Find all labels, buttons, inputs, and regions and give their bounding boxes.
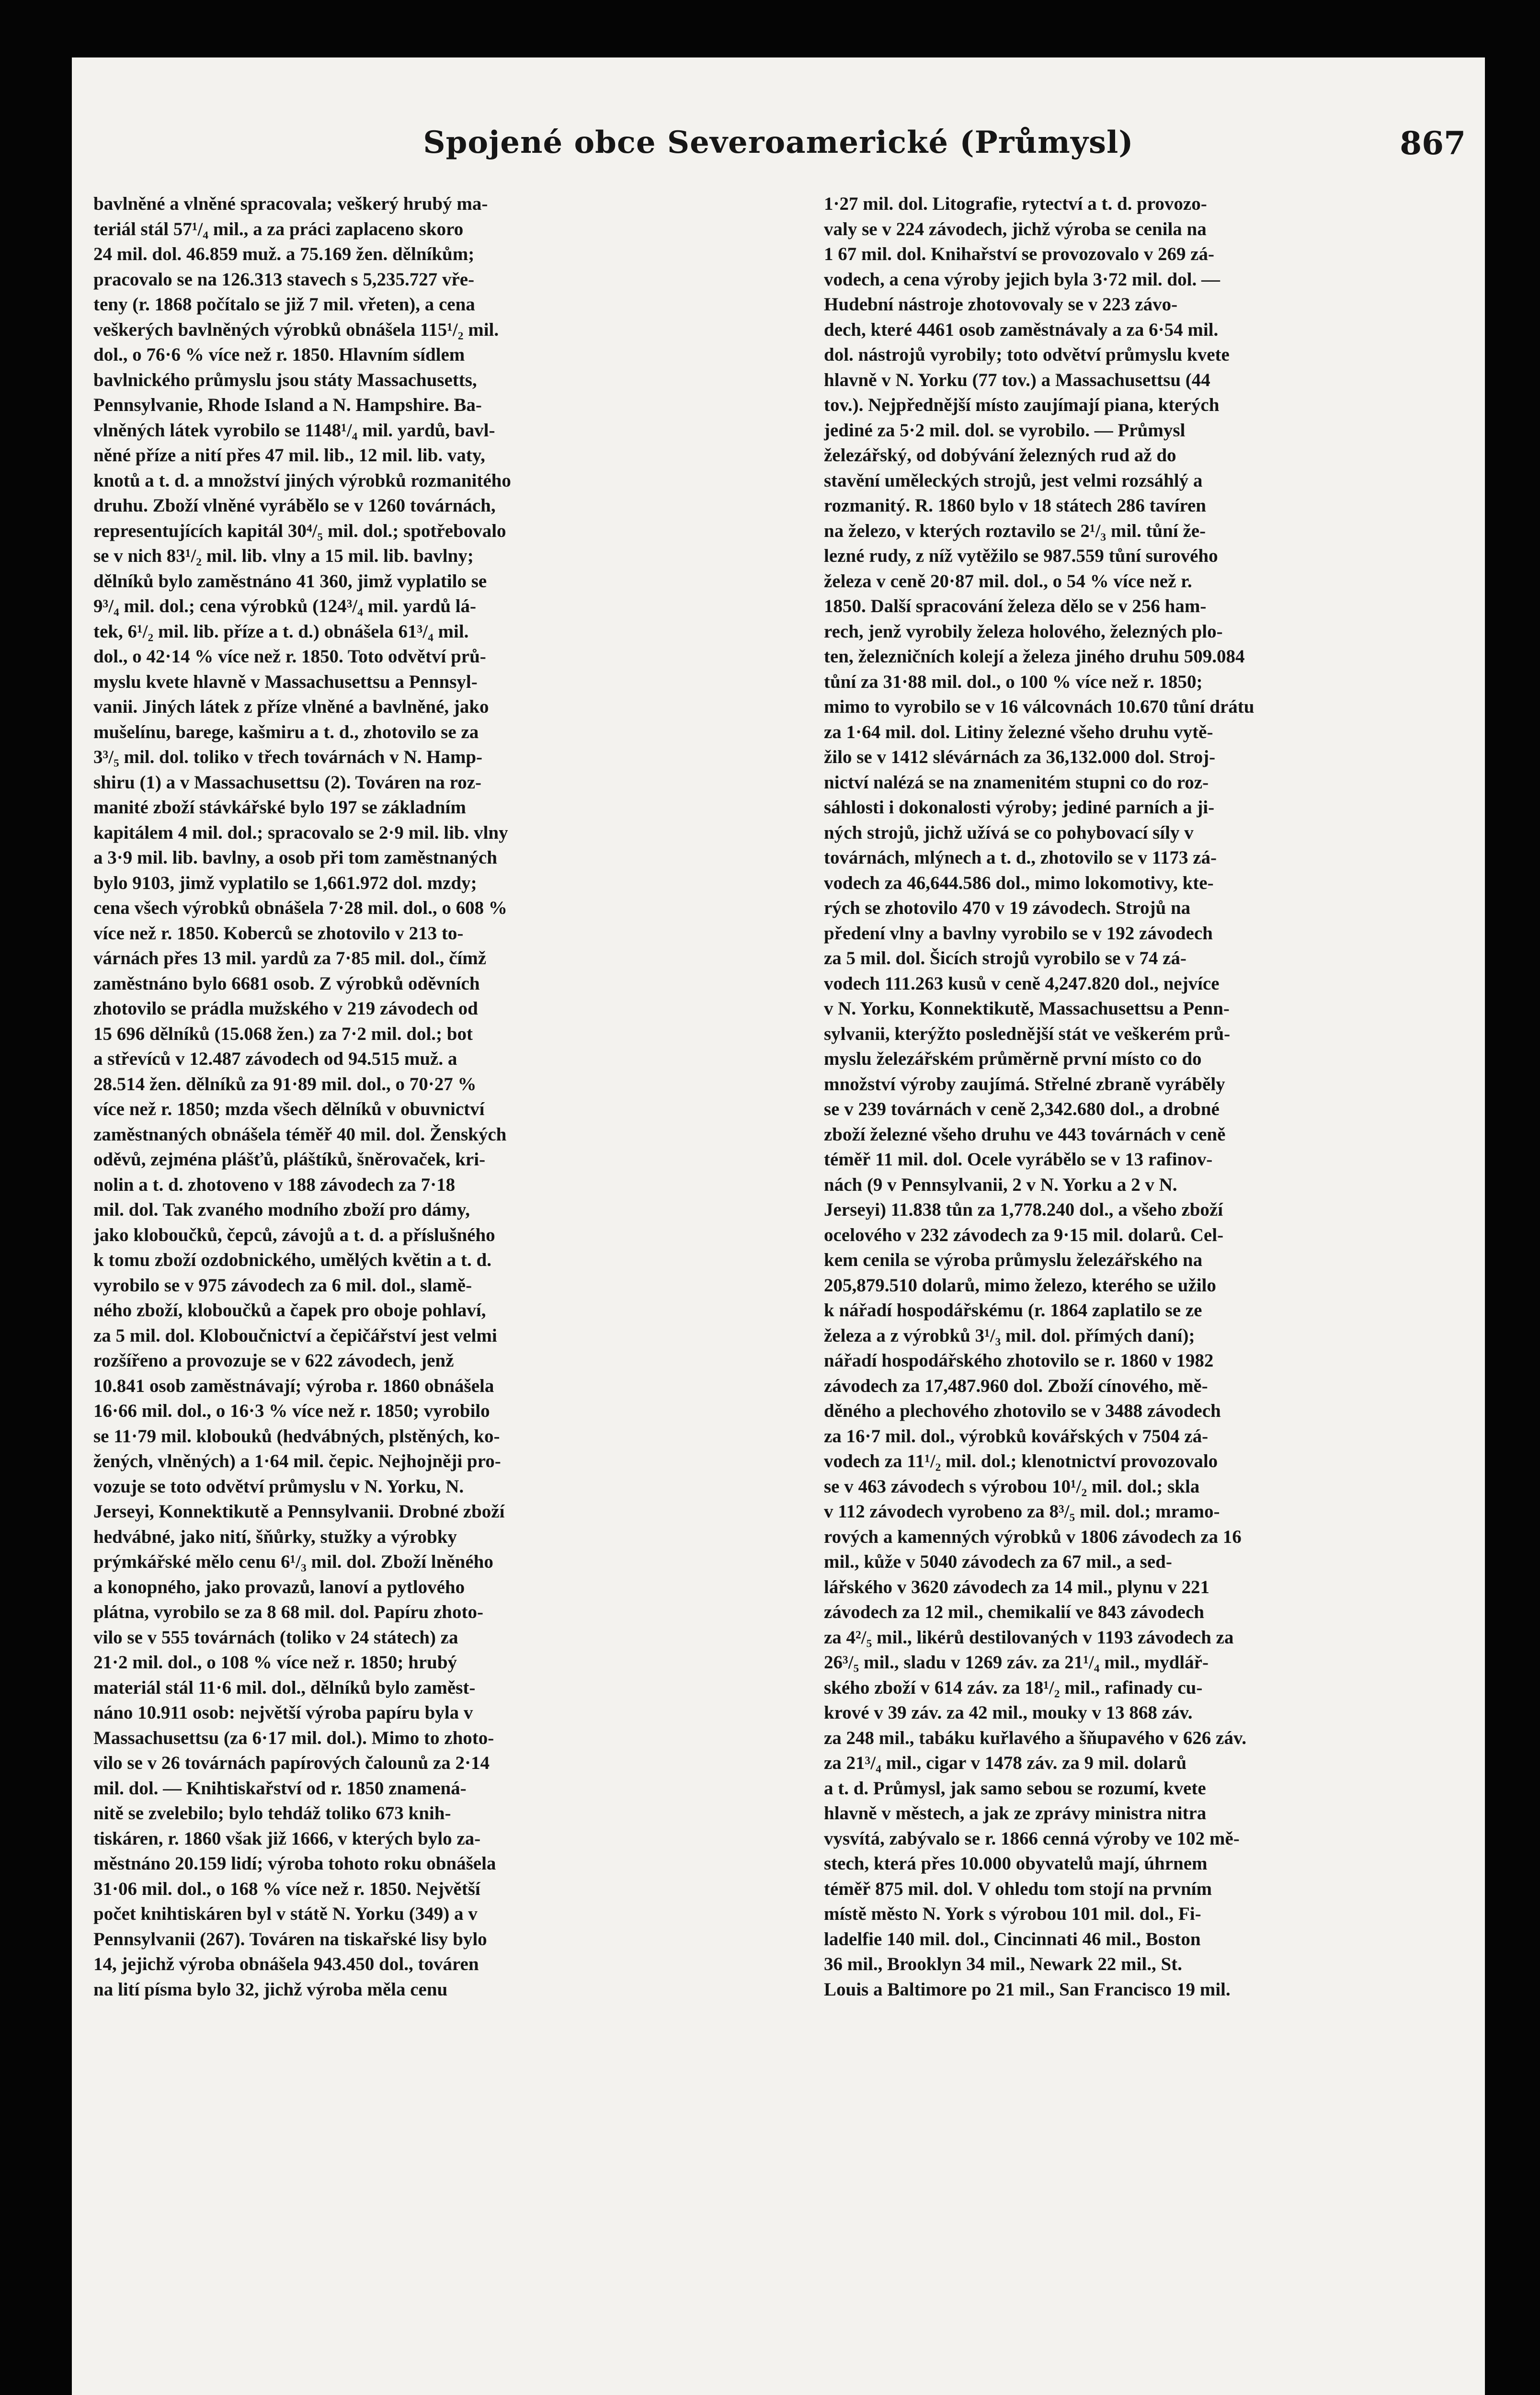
right-column-line: stavění uměleckých strojů, jest velmi rozsáhlý a [824, 470, 1203, 491]
left-column-line: oděvů, zejména plášťů, pláštíků, šněrovaček, kri- [93, 1149, 486, 1170]
left-column-line: zaměstnaných obnášela téměř 40 mil. dol. Ženských [93, 1124, 507, 1145]
left-column-line: 9³/₄ mil. dol.; cena výrobků (124³/₄ mil. yardů lá- [93, 596, 477, 616]
right-column [824, 192, 1483, 2395]
right-column-line: tov.). Nejpřednější místo zaujímají piana, kterých [824, 395, 1220, 415]
right-column-line: rech, jenž vyrobily železa holového, železných plo- [824, 621, 1223, 642]
left-column-line: za 5 mil. dol. Kloboučnictví a čepičářství jest velmi [93, 1325, 497, 1346]
left-column-line: vozuje se toto odvětví průmyslu v N. Yorku, N. [93, 1476, 464, 1497]
left-column-line: veškerých bavlněných výrobků obnášela 115¹/₂ mil. [93, 319, 499, 340]
right-column-line: množství výroby zaujímá. Střelné zbraně vyráběly [824, 1073, 1225, 1095]
left-column-line: žených, vlněných) a 1·64 mil. čepic. Nejhojněji pro- [93, 1451, 501, 1471]
left-column-line: kapitálem 4 mil. dol.; spracovalo se 2·9 mil. lib. vlny [93, 822, 508, 843]
right-column-line: hlavně v městech, a jak ze zprávy ministra nitra [824, 1803, 1207, 1824]
left-column-line: teriál stál 57¹/₄ mil., a za práci zaplaceno skoro [93, 218, 464, 240]
right-column-line: kem cenila se výroba průmyslu železářského na [824, 1250, 1203, 1270]
right-column-line: lezné rudy, z níž vytěžilo se 987.559 tůní surového [824, 546, 1218, 566]
page-number: 867 [1400, 125, 1466, 162]
left-column-line: myslu kvete hlavně v Massachusettsu a Pennsyl- [93, 671, 478, 692]
right-column-line: závodech za 17,487.960 dol. Zboží cínového, mě- [824, 1375, 1208, 1396]
right-column-line: krové v 39 záv. za 42 mil., mouky v 13 868 záv. [824, 1702, 1193, 1723]
left-column-line: dol., o 76·6 % více než r. 1850. Hlavním sídlem [93, 344, 465, 365]
right-column-line: vodech 111.263 kusů v ceně 4,247.820 dol., nejvíce [824, 973, 1220, 994]
right-column-line: ského zboží v 614 záv. za 18¹/₂ mil., rafinady cu- [824, 1677, 1203, 1698]
right-column-line: 1850. Další spracování železa dělo se v 256 ham- [824, 596, 1207, 616]
left-column-line: shiru (1) a v Massachusettsu (2). Továren na roz- [93, 772, 482, 793]
running-title: Spojené obce Severoamerické (Průmysl) [423, 125, 1134, 160]
left-column-line: 16·66 mil. dol., o 16·3 % více než r. 1850; vyrobilo [93, 1401, 490, 1421]
right-column-line: lářského v 3620 závodech za 14 mil., plynu v 221 [824, 1576, 1209, 1597]
left-column-line: bavlnického průmyslu jsou státy Massachusetts, [93, 369, 477, 390]
right-column-line: dol. nástrojů vyrobily; toto odvětví průmyslu kvete [824, 344, 1230, 365]
left-column-line: Jerseyi, Konnektikutě a Pennsylvanii. Drobné zboží [93, 1501, 505, 1522]
left-column-line: více než r. 1850; mzda všech dělníků v obuvnictví [93, 1099, 485, 1119]
right-column-line: vysvítá, zabývalo se r. 1866 cenná výroby ve 102 mě- [824, 1828, 1240, 1849]
right-column-line: se v 463 závodech s výrobou 10¹/₂ mil. dol.; skla [824, 1476, 1200, 1497]
right-column-line: ocelového v 232 závodech za 9·15 mil. dolarů. Cel- [824, 1224, 1224, 1245]
left-column-line: mušelínu, barege, kašmiru a t. d., zhotovilo se za [93, 721, 479, 742]
left-column-line: 28.514 žen. dělníků za 91·89 mil. dol., o 70·27 % [93, 1073, 477, 1095]
left-column-line: 21·2 mil. dol., o 108 % více než r. 1850; hrubý [93, 1652, 457, 1673]
right-column-line: téměř 875 mil. dol. V ohledu tom stojí na prvním [824, 1878, 1212, 1899]
right-column-line: téměř 11 mil. dol. Ocele vyrábělo se v 13 rafinov- [824, 1149, 1213, 1170]
right-column-line: se v 239 továrnách v ceně 2,342.680 dol., a drobné [824, 1099, 1220, 1119]
left-column-line: více než r. 1850. Koberců se zhotovilo v 213 to- [93, 923, 464, 944]
right-column-line: stech, která přes 10.000 obyvatelů mají, úhrnem [824, 1853, 1208, 1874]
right-column-line: děného a plechového zhotovilo se v 3488 závodech [824, 1401, 1221, 1421]
right-column-line: 36 mil., Brooklyn 34 mil., Newark 22 mil., St. [824, 1954, 1182, 1974]
left-column-line: manité zboží stávkářské bylo 197 se základním [93, 797, 466, 818]
left-column-line: zaměstnáno bylo 6681 osob. Z výrobků oděvních [93, 973, 480, 994]
left-column-line: 14, jejichž výroba obnášela 943.450 dol., továren [93, 1954, 479, 1974]
left-column-line: 10.841 osob zaměstnávají; výroba r. 1860 obnášela [93, 1375, 494, 1396]
right-column-line: rových a kamenných výrobků v 1806 závodech za 16 [824, 1526, 1242, 1547]
left-column-line: 24 mil. dol. 46.859 muž. a 75.169 žen. dělníkům; [93, 244, 475, 264]
right-column-line: v N. Yorku, Konnektikutě, Massachusettsu a Penn- [824, 998, 1230, 1019]
left-column-line: prýmkářské mělo cenu 6¹/₃ mil. dol. Zboží lněného [93, 1551, 493, 1572]
right-column-line: žilo se v 1412 slévárnách za 36,132.000 dol. Stroj- [824, 747, 1216, 767]
left-column-line: vlněných látek vyrobilo se 1148¹/₄ mil. yardů, bavl- [93, 420, 495, 441]
right-column-line: 1 67 mil. dol. Knihařství se provozovalo v 269 zá- [824, 244, 1215, 264]
left-column-line: se 11·79 mil. klobouků (hedvábných, plstěných, ko- [93, 1426, 500, 1447]
left-column-line: tiskáren, r. 1860 však již 1666, v kterých bylo za- [93, 1828, 481, 1849]
right-column-line: vodech, a cena výroby jejich byla 3·72 mil. dol. — [824, 269, 1220, 290]
right-column-line: tůní za 31·88 mil. dol., o 100 % více než r. 1850; [824, 671, 1203, 692]
right-column-line: za 4²/₅ mil., likérů destilovaných v 1193 závodech za [824, 1627, 1234, 1648]
right-column-line: a t. d. Průmysl, jak samo sebou se rozumí, kvete [824, 1778, 1206, 1799]
right-column-line: za 21³/₄ mil., cigar v 1478 záv. za 9 mil. dolarů [824, 1753, 1187, 1773]
right-column-line: 26³/₅ mil., sladu v 1269 záv. za 21¹/₄ mil., mydlář- [824, 1652, 1209, 1673]
right-column-line: sylvanii, kterýžto poslednější stát ve veškerém prů- [824, 1023, 1231, 1044]
left-column-line: na lití písma bylo 32, jichž výroba měla cenu [93, 1979, 448, 2000]
left-column-line: dol., o 42·14 % více než r. 1850. Toto odvětví prů- [93, 646, 486, 667]
left-column-line: materiál stál 11·6 mil. dol., dělníků bylo zaměst- [93, 1677, 476, 1698]
left-column-line: něné příze a nití přes 47 mil. lib., 12 mil. lib. vaty, [93, 445, 485, 466]
right-column-line: vodech za 46,644.586 dol., mimo lokomotivy, kte- [824, 872, 1214, 893]
right-column-line: nách (9 v Pennsylvanii, 2 v N. Yorku a 2 v N. [824, 1174, 1177, 1195]
left-column-line: nitě se zvelebilo; bylo tehdáž toliko 673 knih- [93, 1803, 451, 1824]
left-column-line: bylo 9103, jimž vyplatilo se 1,661.972 dol. mzdy; [93, 872, 477, 893]
right-column-line: ladelfie 140 mil. dol., Cincinnati 46 mil., Boston [824, 1928, 1201, 1950]
left-column-line: pracovalo se na 126.313 stavech s 5,235.727 vře- [93, 269, 475, 290]
left-column-line: 15 696 dělníků (15.068 žen.) za 7·2 mil. dol.; bot [93, 1023, 473, 1044]
left-column-line: várnách přes 13 mil. yardů za 7·85 mil. dol., čímž [93, 948, 487, 969]
right-column-line: mimo to vyrobilo se v 16 válcovnách 10.670 tůní drátu [824, 696, 1255, 717]
left-column-line: vyrobilo se v 975 závodech za 6 mil. dol., slamě- [93, 1275, 472, 1296]
left-column-line: jako kloboučků, čepců, závojů a t. d. a příslušného [93, 1224, 495, 1245]
left-column-line: vilo se v 555 továrnách (toliko v 24 státech) za [93, 1627, 458, 1648]
left-column-line: bavlněné a vlněné spracovala; veškerý hrubý ma- [93, 194, 488, 214]
left-column-line: cena všech výrobků obnášela 7·28 mil. dol., o 608 % [93, 898, 507, 918]
left-column-line: representujících kapitál 30⁴/₅ mil. dol.; spotřebovalo [93, 520, 506, 541]
right-column-line: 1·27 mil. dol. Litografie, rytectví a t. d. provozo- [824, 194, 1207, 214]
right-column-line: hlavně v N. Yorku (77 tov.) a Massachusettsu (44 [824, 369, 1210, 390]
right-column-line: dech, které 4461 osob zaměstnávaly a za 6·54 mil. [824, 319, 1219, 340]
right-column-line: nářadí hospodářského zhotovilo se r. 1860 v 1982 [824, 1350, 1214, 1371]
left-column-line: ného zboží, kloboučků a čapek pro oboje pohlaví, [93, 1300, 486, 1321]
right-column-line: za 16·7 mil. dol., výrobků kovářských v 7504 zá- [824, 1426, 1209, 1447]
left-column-line: 31·06 mil. dol., o 168 % více než r. 1850. Největší [93, 1878, 480, 1899]
left-column-line: druhu. Zboží vlněné vyrábělo se v 1260 továrnách, [93, 495, 496, 516]
right-column-line: předení vlny a bavlny vyrobilo se v 192 závodech [824, 923, 1213, 944]
left-column [93, 192, 754, 2395]
right-column-line: rých se zhotovilo 470 v 19 závodech. Strojů na [824, 898, 1191, 918]
book-page [72, 57, 1485, 2395]
right-column-line: Jerseyi) 11.838 tůn za 1,778.240 dol., a všeho zboží [824, 1199, 1223, 1220]
right-column-line: místě město N. York s výrobou 101 mil. dol., Fi- [824, 1904, 1201, 1924]
right-column-line: ten, železničních kolejí a železa jiného druhu 509.084 [824, 646, 1245, 667]
left-column-line: plátna, vyrobilo se za 8 68 mil. dol. Papíru zhoto- [93, 1602, 483, 1622]
right-column-line: 205,879.510 dolarů, mimo železo, kterého se užilo [824, 1275, 1216, 1296]
left-column-line: a 3·9 mil. lib. bavlny, a osob při tom zaměstnaných [93, 847, 497, 868]
right-column-line: železářský, od dobývání železných rud až do [824, 445, 1176, 466]
right-column-line: železa a z výrobků 3¹/₃ mil. dol. přímých daní); [824, 1325, 1195, 1346]
left-column-line: vanii. Jiných látek z příze vlněné a bavlněné, jako [93, 696, 489, 717]
right-column-line: rozmanitý. R. 1860 bylo v 18 státech 286 tavíren [824, 495, 1206, 516]
right-column-line: na železo, v kterých roztavilo se 2¹/₃ mil. tůní že- [824, 520, 1206, 541]
left-column-line: vilo se v 26 továrnách papírových čalounů za 2·14 [93, 1753, 490, 1773]
left-column-line: Pennsylvanii (267). Továren na tiskařské lisy bylo [93, 1928, 487, 1950]
right-column-line: ných strojů, jichž užívá se co pohybovací síly v [824, 822, 1194, 843]
left-column-line: zhotovilo se prádla mužského v 219 závodech od [93, 998, 478, 1019]
right-column-line: za 248 mil., tabáku kuřlavého a šňupavého v 626 záv. [824, 1727, 1246, 1748]
right-column-line: jediné za 5·2 mil. dol. se vyrobilo. — Průmysl [824, 420, 1186, 441]
right-column-line: za 5 mil. dol. Šicích strojů vyrobilo se v 74 zá- [824, 948, 1186, 969]
left-column-line: a konopného, jako provazů, lanoví a pytlového [93, 1576, 465, 1597]
right-column-line: vodech za 11¹/₂ mil. dol.; klenotnictví provozovalo [824, 1451, 1218, 1471]
left-column-line: k tomu zboží ozdobnického, umělých květin a t. d. [93, 1250, 491, 1270]
left-column-line: tek, 6¹/₂ mil. lib. příze a t. d.) obnášela 61³/₄ mil. [93, 621, 469, 642]
right-column-line: k nářadí hospodářskému (r. 1864 zaplatilo se ze [824, 1300, 1202, 1321]
left-column-line: mil. dol. — Knihtiskařství od r. 1850 znamená- [93, 1778, 467, 1799]
right-column-line: továrnách, mlýnech a t. d., zhotovilo se v 1173 zá- [824, 847, 1217, 868]
left-column-line: 3³/₅ mil. dol. toliko v třech továrnách v N. Hamp- [93, 747, 483, 767]
right-column-line: sáhlosti i dokonalosti výroby; jediné parních a ji- [824, 797, 1215, 818]
left-column-line: hedvábné, jako nití, šňůrky, stužky a výrobky [93, 1526, 457, 1547]
right-column-line: Hudební nástroje zhotovovaly se v 223 závo- [824, 294, 1178, 315]
right-column-line: mil., kůže v 5040 závodech za 67 mil., a sed- [824, 1551, 1172, 1572]
left-column-line: Pennsylvanie, Rhode Island a N. Hampshire. Ba- [93, 395, 482, 415]
right-column-line: Louis a Baltimore po 21 mil., San Francisco 19 mil. [824, 1979, 1231, 2000]
left-column-line: dělníků bylo zaměstnáno 41 360, jimž vyplatilo se [93, 570, 487, 592]
left-column-line: mil. dol. Tak zvaného modního zboží pro dámy, [93, 1199, 470, 1220]
right-column-line: myslu železářském průměrně první místo co do [824, 1049, 1202, 1069]
left-column-line: teny (r. 1868 počítalo se již 7 mil. vřeten), a cena [93, 294, 475, 315]
left-column-line: knotů a t. d. a množství jiných výrobků rozmanitého [93, 470, 511, 491]
left-column-line: městnáno 20.159 lidí; výroba tohoto roku obnášela [93, 1853, 496, 1874]
left-column-line: nolin a t. d. zhotoveno v 188 závodech za 7·18 [93, 1174, 456, 1195]
left-column-line: rozšířeno a provozuje se v 622 závodech, jenž [93, 1350, 454, 1371]
right-column-line: valy se v 224 závodech, jichž výroba se cenila na [824, 218, 1207, 240]
left-column-line: a střevíců v 12.487 závodech od 94.515 muž. a [93, 1049, 457, 1069]
left-column-line: náno 10.911 osob: největší výroba papíru byla v [93, 1702, 473, 1723]
right-column-line: za 1·64 mil. dol. Litiny železné všeho druhu vytě- [824, 721, 1213, 742]
right-column-line: zboží železné všeho druhu ve 443 továrnách v ceně [824, 1124, 1226, 1145]
right-column-line: nictví nalézá se na znamenitém stupni co do roz- [824, 772, 1209, 793]
left-column-line: Massachusettsu (za 6·17 mil. dol.). Mimo to zhoto- [93, 1727, 494, 1748]
left-column-line: počet knihtiskáren byl v státě N. Yorku (349) a v [93, 1904, 478, 1924]
right-column-line: závodech za 12 mil., chemikalií ve 843 závodech [824, 1602, 1204, 1622]
right-column-line: v 112 závodech vyrobeno za 8³/₅ mil. dol.; mramo- [824, 1501, 1220, 1522]
right-column-line: železa v ceně 20·87 mil. dol., o 54 % více než r. [824, 570, 1192, 592]
left-column-line: se v nich 83¹/₂ mil. lib. vlny a 15 mil. lib. bavlny; [93, 546, 474, 566]
page-header [72, 125, 1485, 182]
